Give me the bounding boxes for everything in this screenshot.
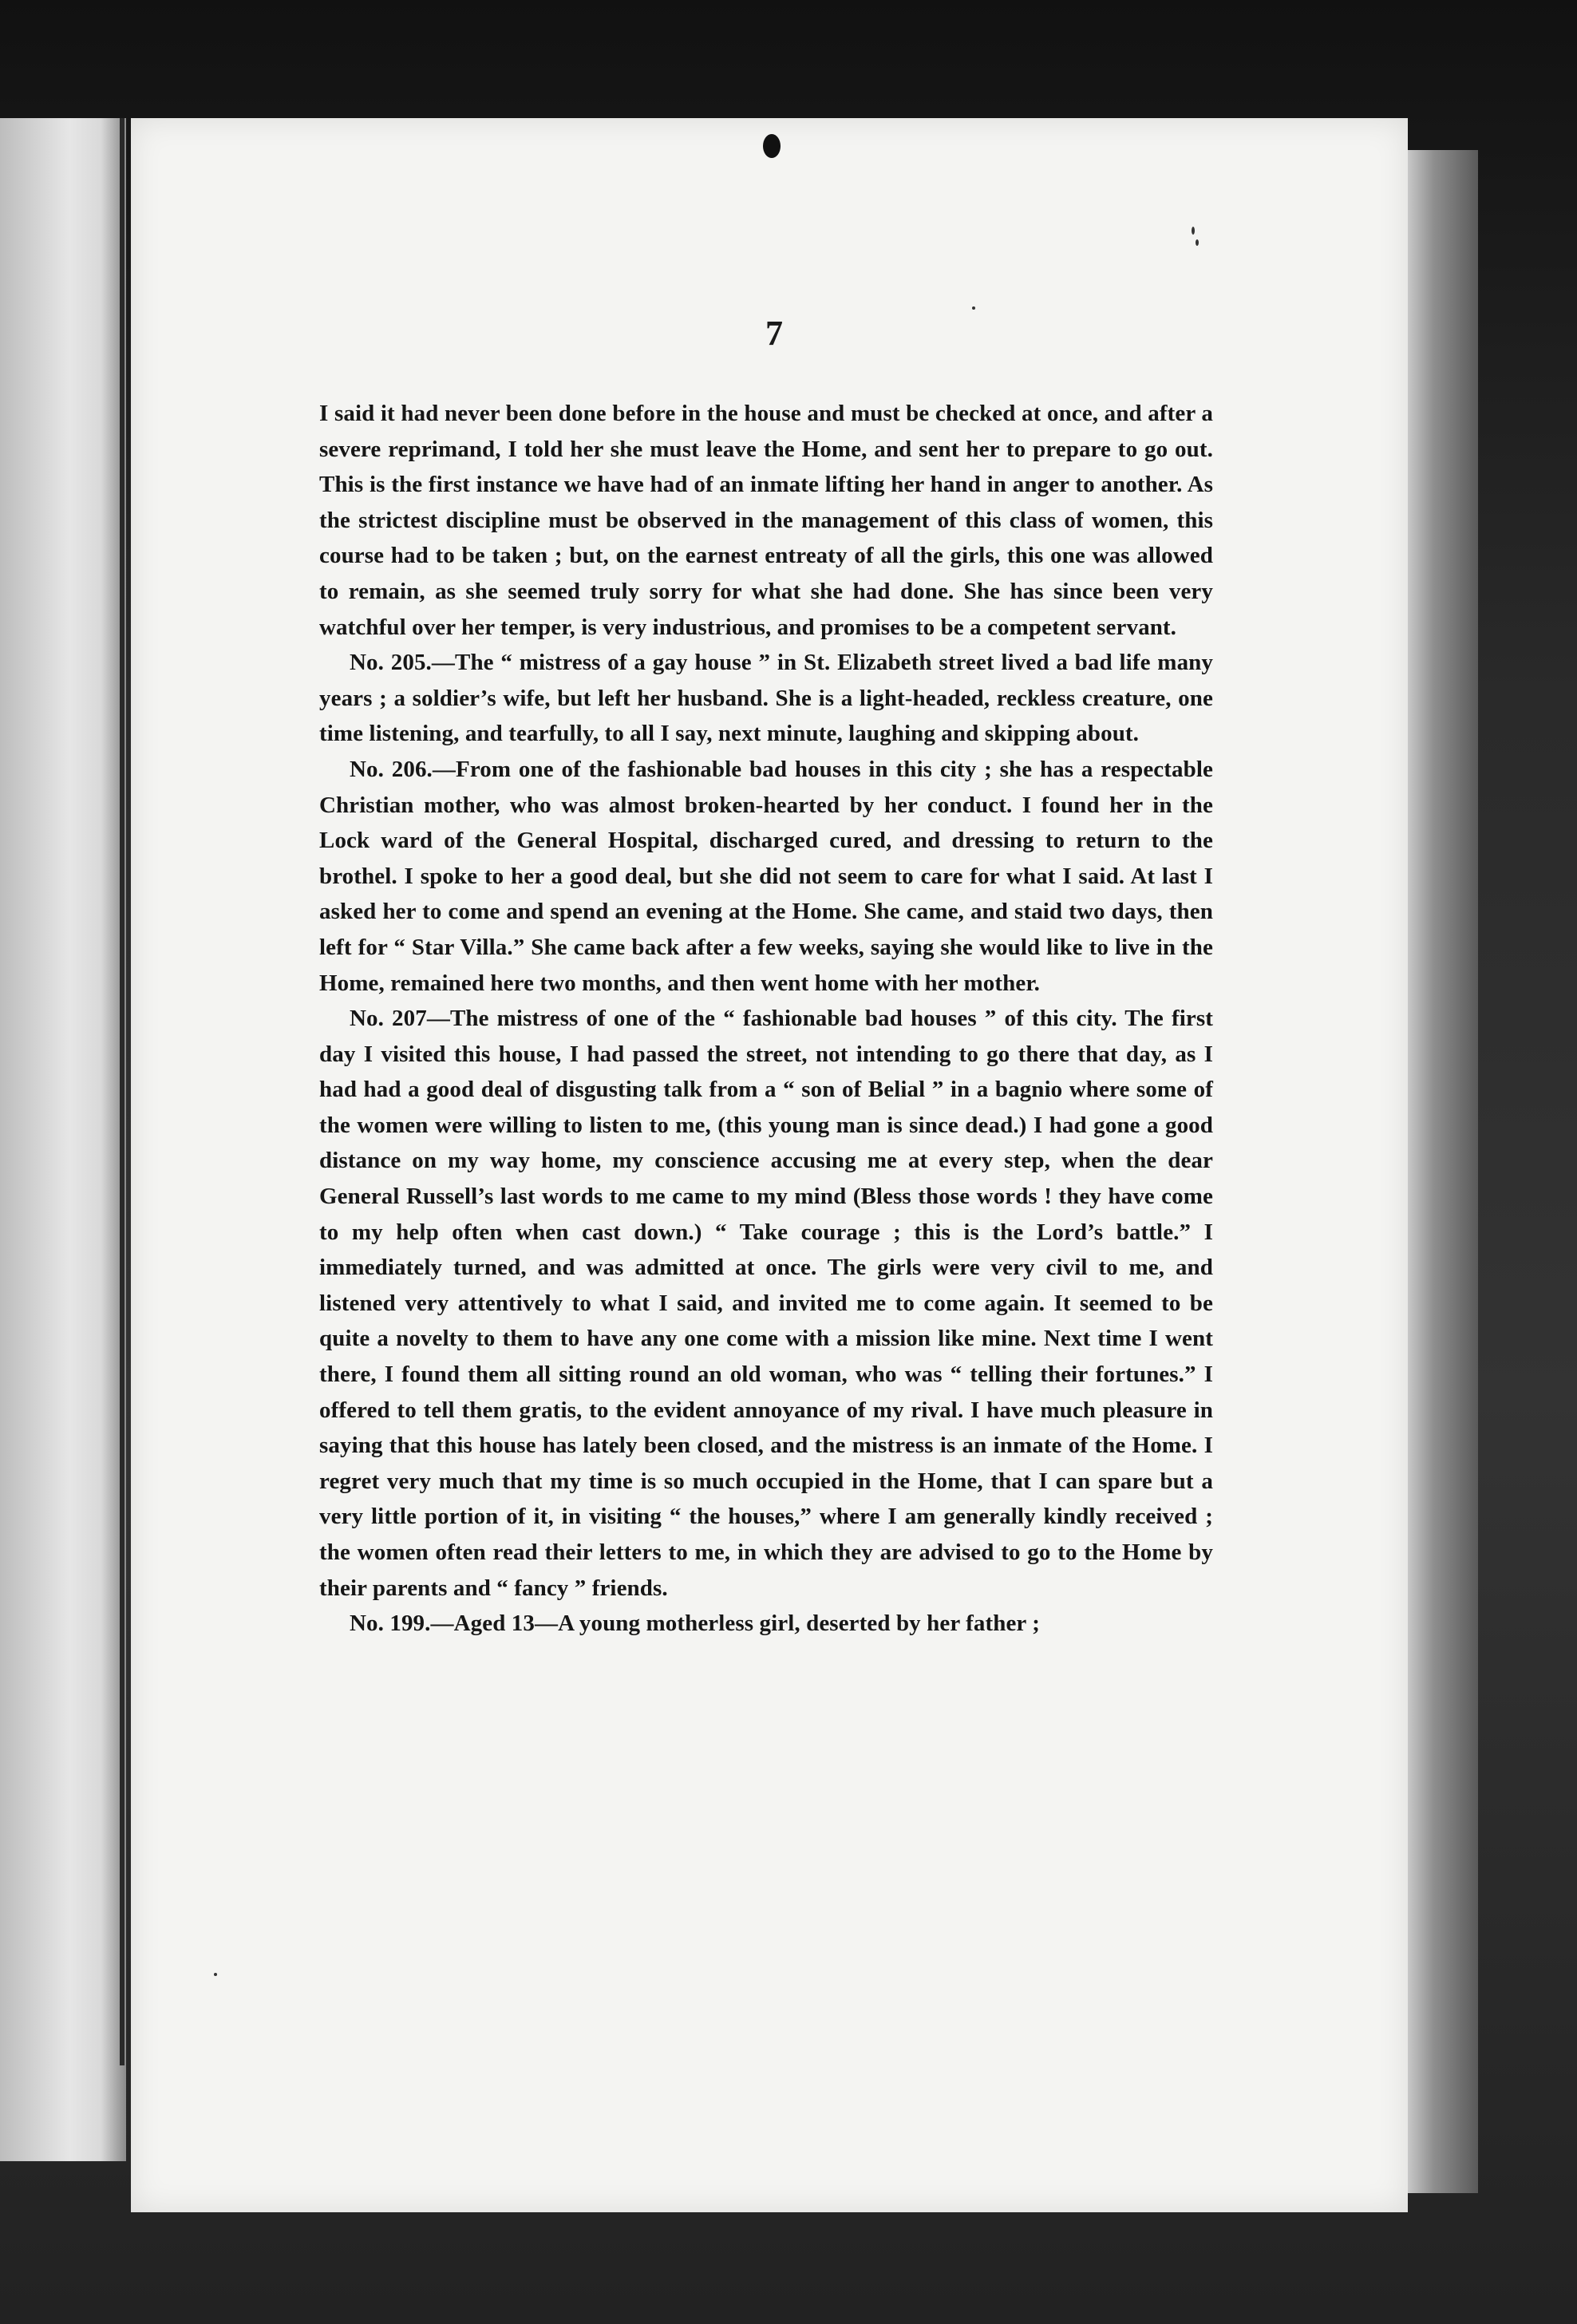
page-number: 7 (765, 314, 783, 353)
paragraph-continuation: I said it had never been done before in the house and must be checked at once, and after a severe reprimand, I told her she must leave the Home, and sent her to prepare to go out. This is the first instance we have had of an inmate lifting her hand in anger to another. As the strictest discipline must be observed in the management of this class of women, this course had to be taken ; but, on the earnest entreaty of all the girls, this one was allowed to remain, as she seemed truly sorry for what she had done. She has since been very watchful over her temper, is very industrious, and promises to be a competent servant. (319, 401, 1213, 640)
paragraph-case-199: No. 199.—Aged 13—A young motherless girl, deserted by her father ; (350, 1611, 1040, 1637)
scan-speck (1192, 227, 1195, 235)
paragraph-case-207: No. 207—The mistress of one of the “ fashionable bad houses ” of this city. The first day I visited this house, I had passed the street, not intending to go there that day, as I had had a good deal of disgusting talk from a “ son of Belial ” in a bagnio where some of the women were willing to listen to me, (this young man is since dead.) I had gone a good distance on my way home, my conscience accusing me at every step, when the dear General Russell’s last words to me came to my mind (Bless those words ! they have come to my help often when cast down.) “ Take courage ; this is the Lord’s battle.” I immediately turned, and was admitted at once. The girls were very civil to me, and listened very attentively to what I said, and invited me to come again. It seemed to be quite a novelty to them to have any one come with a mission like mine. Next time I went there, I found them all sitting round an old woman, who was “ telling their fortunes.” I offered to tell them gratis, to the evident annoyance of my rival. I have much pleasure in saying that this house has lately been closed, and the mistress is an inmate of the Home. I regret very much that my time is so much occupied in the Home, that I can spare but a very little portion of it, in visiting “ the houses,” where I am generally kindly received ; the women often read their letters to me, in which they are advised to go to the Home by their parents and “ fancy ” friends. (319, 1006, 1213, 1601)
paragraph-case-205: No. 205.—The “ mistress of a gay house ” in St. Elizabeth street lived a bad life many years ; a soldier’s wife, but left her husband. She is a light-headed, reckless creature, one time listening, and tearfully, to all I say, next minute, laughing and skipping about. (319, 650, 1213, 747)
scan-speck (1196, 239, 1199, 246)
body-text (319, 396, 1213, 1642)
page-stack-edge (1405, 150, 1478, 2193)
binding-hole-mark (763, 134, 781, 158)
binding-gutter (120, 118, 125, 2065)
facing-page-edge (0, 118, 126, 2161)
scan-speck (972, 306, 975, 310)
scan-speck (214, 1973, 217, 1976)
paragraph-case-206: No. 206.—From one of the fashionable bad houses in this city ; she has a respectable Christian mother, who was almost broken-hearted by her conduct. I found her in the Lock ward of the General Hospital, discharged cured, and dressing to return to the brothel. I spoke to her a good deal, but she did not seem to care for what I said. At last I asked her to come and spend an evening at the Home. She came, and staid two days, then left for “ Star Villa.” She came back after a few weeks, saying she would like to live in the Home, remained here two months, and then went home with her mother. (319, 756, 1213, 996)
